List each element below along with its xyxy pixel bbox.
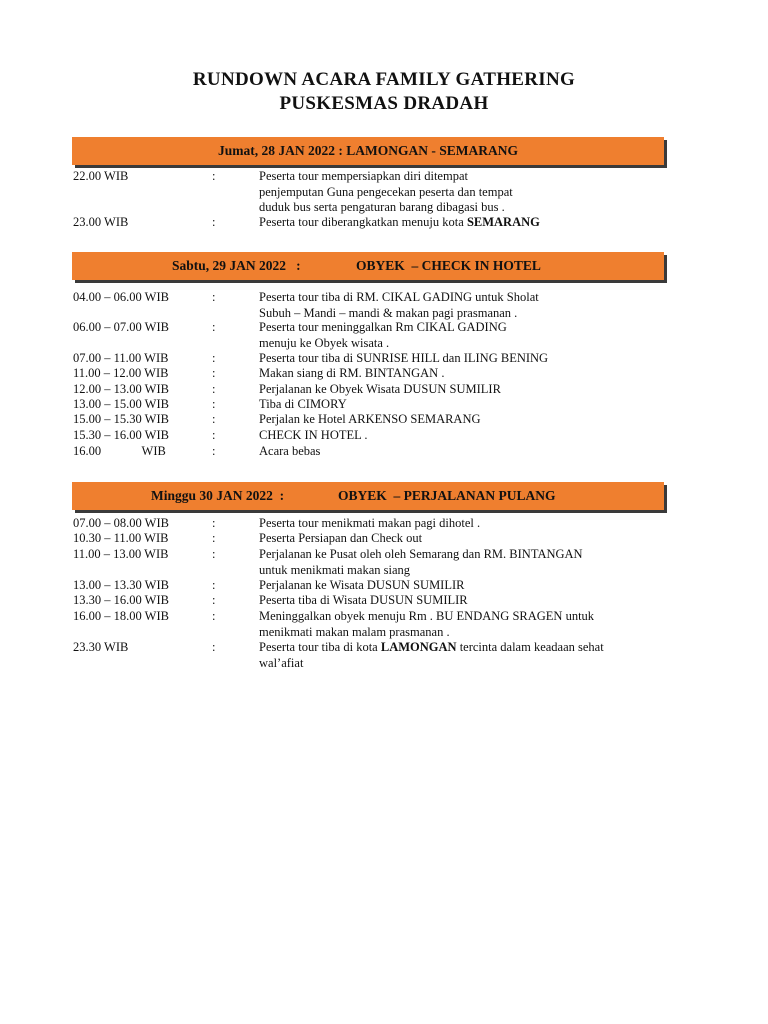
day2-header-bar [72,252,664,280]
description-line: Peserta Persiapan dan Check out [259,531,423,545]
description-line: Tiba di CIMORY [259,397,347,411]
description-cell [259,351,659,367]
description-line: Peserta tour tiba di SUNRISE HILL dan ILING BENING [259,351,549,365]
time-cell: 10.30 – 11.00 WIB [73,531,169,545]
time-cell: 15.00 – 15.30 WIB [73,412,169,426]
day3-event: OBYEK – PERJALANAN PULANG [338,488,556,503]
document-subtitle: PUSKESMAS DRADAH [279,93,489,114]
time-cell: 23.30 WIB [73,640,129,654]
description-line [259,640,659,656]
separator: : [212,547,216,561]
description-line: wal’afiat [259,655,304,670]
city-name: LAMONGAN [380,640,457,654]
time-cell: 04.00 – 06.00 WIB [73,290,169,304]
separator: : [212,215,216,229]
description-line: Acara bebas [259,444,321,458]
description-cell [259,290,659,321]
time-cell: 11.00 – 12.00 WIB [73,366,169,380]
time-cell: 16.00 WIB [73,444,166,458]
description-text: Peserta tour tiba di kota [259,640,381,654]
description-cell [259,578,659,594]
day3-header-bar [72,482,664,510]
separator: : [212,366,216,380]
time-cell: 13.00 – 13.30 WIB [73,578,169,592]
description-cell [259,428,659,444]
description-cell [259,397,659,413]
description-text: Peserta tour diberangkatkan menuju kota [259,215,467,229]
time-cell: 07.00 – 11.00 WIB [73,351,169,365]
description-cell [259,609,659,640]
description-line: Perjalanan ke Obyek Wisata DUSUN SUMILIR [259,382,501,396]
description-line [259,215,659,231]
description-cell [259,531,659,547]
separator: : [212,169,216,183]
time-cell: 07.00 – 08.00 WIB [73,516,169,530]
day2-event: OBYEK – CHECK IN HOTEL [356,258,541,273]
description-cell [259,593,659,609]
description-line: Subuh – Mandi – mandi & makan pagi prasmanan . [259,305,518,320]
day3-date: Minggu 30 JAN 2022 : [151,488,285,503]
separator: : [212,351,216,365]
description-line: Peserta tour tiba di RM. CIKAL GADING untuk Sholat [259,290,539,304]
description-cell [259,640,659,671]
day1-header-bar: Jumat, 28 JAN 2022 : LAMONGAN - SEMARANG [72,137,664,165]
description-line: Perjalanan ke Wisata DUSUN SUMILIR [259,578,465,592]
separator: : [212,640,216,654]
description-cell [259,444,659,460]
time-cell: 06.00 – 07.00 WIB [73,320,169,334]
separator: : [212,593,216,607]
separator: : [212,444,216,458]
separator: : [212,609,216,623]
description-line: Meninggalkan obyek menuju Rm . BU ENDANG SRAGEN untuk [259,609,595,623]
separator: : [212,382,216,396]
separator: : [212,397,216,411]
description-line: Perjalanan ke Pusat oleh oleh Semarang dan RM. BINTANGAN [259,547,583,561]
day2-date: Sabtu, 29 JAN 2022 : [172,258,301,273]
separator: : [212,428,216,442]
separator: : [212,516,216,530]
time-cell: 22.00 WIB [73,169,129,183]
separator: : [212,578,216,592]
description-cell [259,516,659,532]
description-text: tercinta dalam keadaan sehat [456,640,604,654]
time-cell: 15.30 – 16.00 WIB [73,428,169,442]
description-line: Peserta tour menikmati makan pagi dihotel . [259,516,481,530]
description-cell [259,169,659,216]
description-line: duduk bus serta pengaturan barang dibagasi bus . [259,200,505,214]
description-line: menuju ke Obyek wisata . [259,335,390,350]
description-line: CHECK IN HOTEL . [259,428,368,442]
document-title: RUNDOWN ACARA FAMILY GATHERING [192,69,576,90]
description-line: Makan siang di RM. BINTANGAN . [259,366,445,380]
description-line: penjemputan Guna pengecekan peserta dan tempat [259,184,513,199]
description-cell [259,215,659,231]
description-cell [259,547,659,578]
time-cell: 13.00 – 15.00 WIB [73,397,169,411]
time-cell: 11.00 – 13.00 WIB [73,547,169,561]
separator: : [212,320,216,334]
time-cell: 23.00 WIB [73,215,129,229]
time-cell: 12.00 – 13.00 WIB [73,382,169,396]
description-line: menikmati makan malam prasmanan . [259,624,450,639]
time-cell: 16.00 – 18.00 WIB [73,609,169,623]
separator: : [212,531,216,545]
description-line: Peserta tiba di Wisata DUSUN SUMILIR [259,593,468,607]
description-cell [259,412,659,428]
description-line: untuk menikmati makan siang [259,562,411,577]
description-cell [259,366,659,382]
description-line: Peserta tour meninggalkan Rm CIKAL GADING [259,320,507,334]
time-cell: 13.30 – 16.00 WIB [73,593,169,607]
description-cell [259,320,659,351]
description-line: Perjalan ke Hotel ARKENSO SEMARANG [259,412,481,426]
description-line: Peserta tour mempersiapkan diri ditempat [259,169,468,183]
separator: : [212,412,216,426]
description-cell [259,382,659,398]
separator: : [212,290,216,304]
city-name: SEMARANG [466,215,540,229]
